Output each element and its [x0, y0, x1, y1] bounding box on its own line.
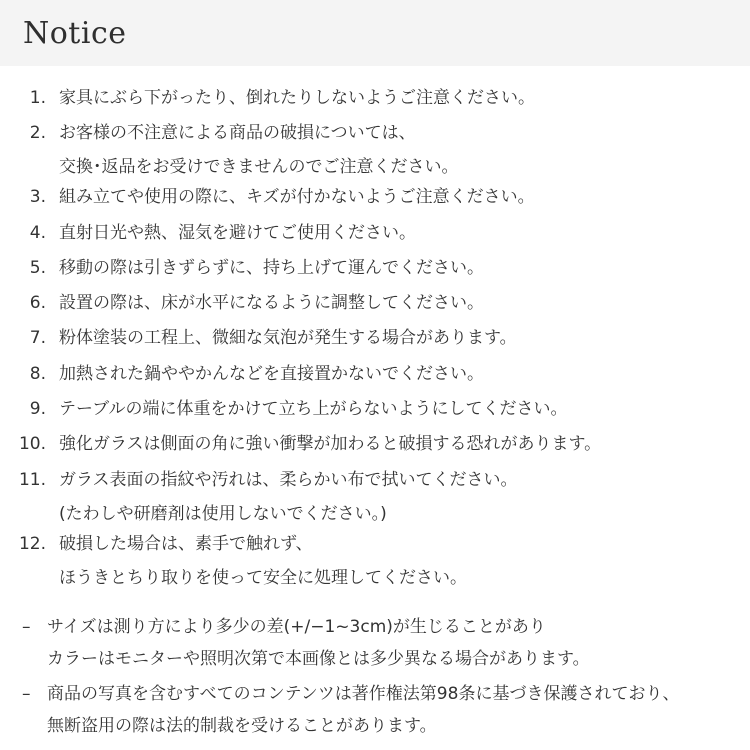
text-line: 直射日光や熱、湿気を避けてご使用ください。: [59, 223, 416, 243]
text-line: ほうきとちり取りを使って安全に処理してください。: [59, 568, 467, 588]
item-text: [59, 427, 601, 461]
text-line: 家具にぶら下がったり、倒れたりしないようご注意ください。: [59, 88, 535, 108]
item-number: 2.: [29, 123, 46, 143]
item-number: 1.: [29, 88, 46, 108]
notice-header: [0, 0, 750, 66]
text-line: 加熱された鍋ややかんなどを直接置かないでください。: [59, 364, 484, 384]
text-line: テーブルの端に体重をかけて立ち上がらないようにしてください。: [59, 399, 568, 419]
text-line: 無断盗用の際は法的制裁を受けることがあります。: [47, 716, 437, 736]
text-line: 交換･返品をお受けできませんのでご注意ください。: [59, 157, 459, 177]
item-text: [59, 463, 518, 531]
item-number: 4.: [29, 223, 46, 243]
item-number: 10.: [18, 434, 46, 454]
item-number: 7.: [29, 328, 46, 348]
item-text: [59, 527, 467, 595]
text-line: ガラス表面の指紋や汚れは、柔らかい布で拭いてください。: [59, 470, 518, 490]
text-line: カラーはモニターや照明次第で本画像とは多少異なる場合があります。: [47, 649, 590, 669]
item-text: [59, 286, 484, 320]
item-text: [59, 180, 535, 214]
text-line: 破損した場合は、素手で触れず、: [59, 534, 313, 554]
text-line: 組み立てや使用の際に、キズが付かないようご注意ください。: [59, 187, 535, 207]
item-text: [59, 116, 459, 184]
note-dash: –: [22, 684, 31, 704]
item-number: 6.: [29, 293, 46, 313]
text-line: 設置の際は、床が水平になるように調整してください。: [59, 293, 484, 313]
text-line: 強化ガラスは側面の角に強い衝撃が加わると破損する恐れがあります。: [59, 434, 602, 454]
text-line: (たわしや研磨剤は使用しないでください。): [59, 504, 387, 524]
item-number: 9.: [29, 399, 46, 419]
item-number: 8.: [29, 364, 46, 384]
item-number: 3.: [29, 187, 46, 207]
item-number: 11.: [18, 470, 46, 490]
text-line: お客様の不注意による商品の破損については、: [59, 123, 416, 143]
item-text: [59, 357, 484, 391]
text-line: サイズは測り方により多少の差(+/−1~3cm)が生じることがあり: [47, 617, 546, 637]
item-text: [59, 251, 484, 285]
note-dash: –: [22, 617, 31, 637]
item-number: 12.: [18, 534, 46, 554]
item-text: [59, 81, 535, 115]
item-text: [59, 321, 517, 355]
item-text: [59, 392, 567, 426]
item-number: 5.: [29, 258, 46, 278]
text-line: 移動の際は引きずらずに、持ち上げて運んでください。: [59, 258, 484, 278]
text-line: 粉体塗装の工程上、微細な気泡が発生する場合があります。: [59, 328, 517, 348]
note-text: [47, 611, 590, 675]
note-text: [47, 678, 679, 742]
item-text: [59, 216, 416, 250]
text-line: 商品の写真を含むすべてのコンテンツは著作権法第98条に基づき保護されており、: [47, 684, 680, 704]
page-title: Notice: [23, 15, 127, 51]
